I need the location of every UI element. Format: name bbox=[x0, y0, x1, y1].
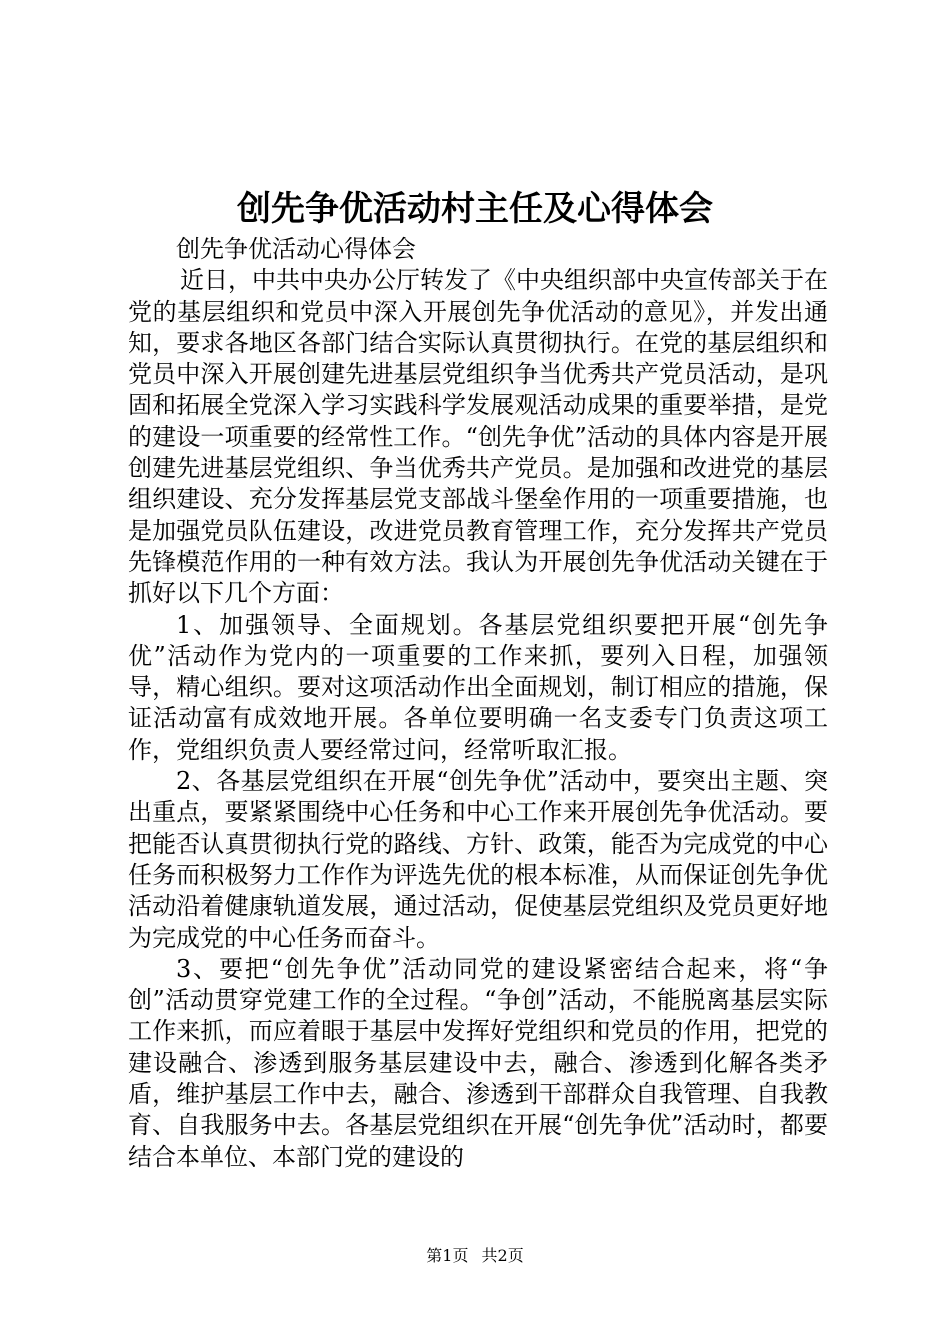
page-number-total: 共2页 bbox=[481, 1246, 524, 1265]
page-number-current: 第1页 bbox=[426, 1246, 469, 1265]
paragraph-item-3: 3、要把“创先争优”活动同党的建设紧密结合起来，将“争创”活动贯穿党建工作的全过程。“争创”活动，不能脱离基层实际工作来抓，而应着眼于基层中发挥好党组织和党员的作用，把党的建设融合、渗透到服务基层建设中去，融合、渗透到化解各类矛盾，维护基层工作中去，融合、渗透到干部群众自我管理、自我教育、自我服务中去。各基层党组织在开展“创先争优”活动时，都要结合本单位、本部门党的建设的 bbox=[128, 954, 828, 1171]
document-subtitle: 创先争优活动心得体会 bbox=[176, 235, 416, 263]
paragraph-item-1: 1、加强领导、全面规划。各基层党组织要把开展“创先争优”活动作为党内的一项重要的工作来抓，要列入日程，加强领导，精心组织。要对这项活动作出全面规划，制订相应的措施，保证活动富有成效地开展。各单位要明确一名支委专门负责这项工作，党组织负责人要经常过问，经常听取汇报。 bbox=[128, 610, 828, 764]
document-title: 创先争优活动村主任及心得体会 bbox=[237, 189, 713, 229]
paragraph-item-2: 2、各基层党组织在开展“创先争优”活动中，要突出主题、突出重点，要紧紧围绕中心任务和中心工作来开展创先争优活动。要把能否认真贯彻执行党的路线、方针、政策，能否为完成党的中心任务而积极努力工作作为评选先优的根本标准，从而保证创先争优活动沿着健康轨道发展，通过活动，促使基层党组织及党员更好地为完成党的中心任务而奋斗。 bbox=[128, 767, 828, 952]
paragraph-intro: 近日，中共中央办公厅转发了《中央组织部中央宣传部关于在党的基层组织和党员中深入开展创先争优活动的意见》，并发出通知，要求各地区各部门结合实际认真贯彻执行。在党的基层组织和党员中深入开展创建先进基层党组织争当优秀共产党员活动，是巩固和拓展全党深入学习实践科学发展观活动成果的重要举措，是党的建设一项重要的经常性工作。“创先争优”活动的具体内容是开展创建先进基层党组织、争当优秀共产党员。是加强和改进党的基层组织建设、充分发挥基层党支部战斗堡垒作用的一项重要措施，也是加强党员队伍建设，改进党员教育管理工作，充分发挥共产党员先锋模范作用的一种有效方法。我认为开展创先争优活动关键在于抓好以下几个方面： bbox=[128, 266, 828, 608]
document-body bbox=[128, 234, 828, 1173]
page-footer bbox=[0, 1244, 950, 1268]
